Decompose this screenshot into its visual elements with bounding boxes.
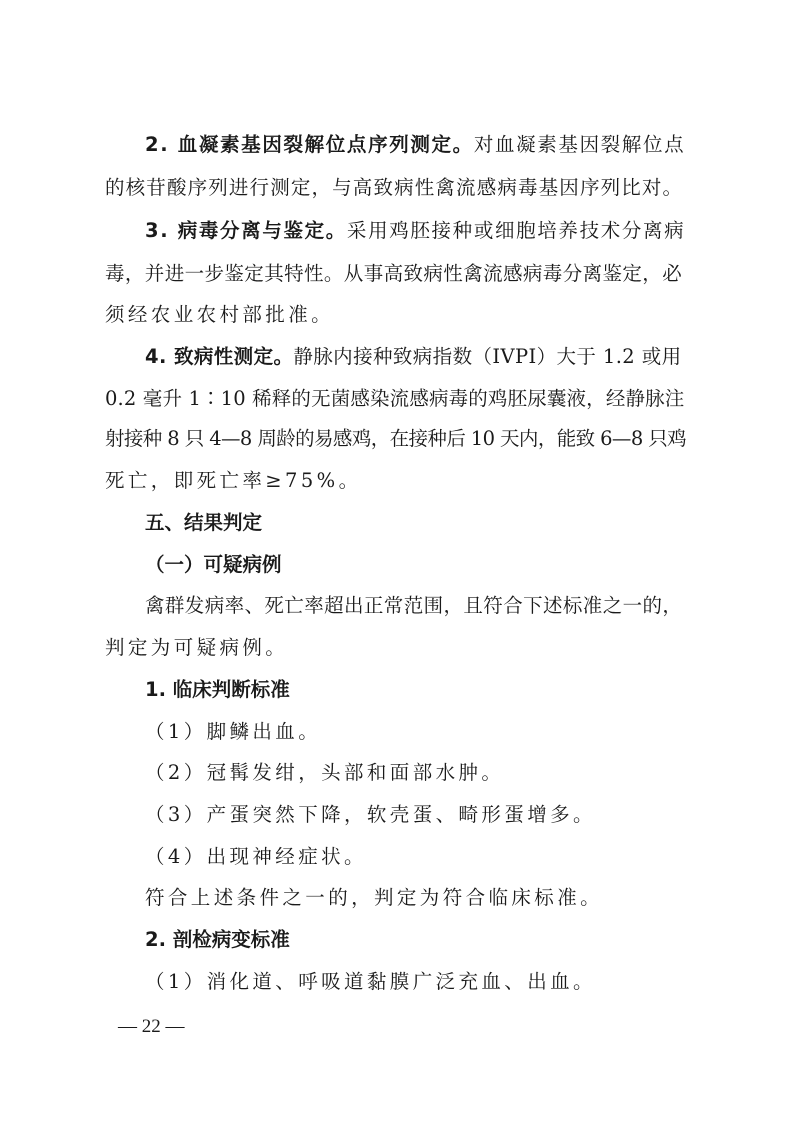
subsection-heading: （一）可疑病例: [145, 553, 282, 576]
paragraph-text: 静脉内接种致病指数（IVPI）大于 1.2 或用: [293, 345, 682, 368]
item-heading: 2. 血凝素基因裂解位点序列测定。: [145, 133, 474, 156]
paragraph-line: [145, 131, 685, 159]
paragraph-line: 0.2 毫升 1∶10 稀释的无菌感染流感病毒的鸡胚尿囊液，经静脉注: [105, 387, 685, 410]
item-heading: 4. 致病性测定。: [145, 345, 294, 368]
list-item: （1）脚鳞出血。: [145, 720, 322, 743]
item-heading: 3. 病毒分离与鉴定。: [145, 219, 347, 242]
subheading-autopsy: 2. 剖检病变标准: [145, 928, 290, 951]
list-item: （4）出现神经症状。: [145, 845, 367, 868]
list-item: （2）冠髯发绀，头部和面部水肿。: [145, 761, 505, 784]
paragraph-line: 判定为可疑病例。: [105, 636, 289, 659]
paragraph-line: [145, 343, 682, 371]
subheading-clinical: 1. 临床判断标准: [145, 678, 290, 701]
list-item: （3）产蛋突然下降，软壳蛋、畸形蛋增多。: [145, 803, 596, 826]
page-number: — 22 —: [118, 1016, 185, 1037]
paragraph-line: 毒，并进一步鉴定其特性。从事高致病性禽流感病毒分离鉴定，必: [105, 262, 683, 285]
paragraph-line: 须经农业农村部批准。: [105, 303, 335, 326]
paragraph-line: [145, 217, 685, 245]
paragraph-line: 的核苷酸序列进行测定，与高致病性禽流感病毒基因序列比对。: [105, 176, 684, 199]
list-item: （1）消化道、呼吸道黏膜广泛充血、出血。: [145, 970, 596, 993]
paragraph-line: 禽群发病率、死亡率超出正常范围，且符合下述标准之一的，: [145, 594, 683, 617]
paragraph-text: 采用鸡胚接种或细胞培养技术分离病: [346, 219, 686, 242]
paragraph-line: 死亡，即死亡率≥75%。: [105, 469, 362, 492]
paragraph-text: 对血凝素基因裂解位点: [473, 133, 686, 156]
paragraph-line: 射接种 8 只 4—8 周龄的易感鸡，在接种后 10 天内，能致 6—8 只鸡: [105, 427, 687, 450]
section-heading: 五、结果判定: [145, 511, 263, 534]
paragraph-line: 符合上述条件之一的，判定为符合临床标准。: [145, 886, 604, 909]
